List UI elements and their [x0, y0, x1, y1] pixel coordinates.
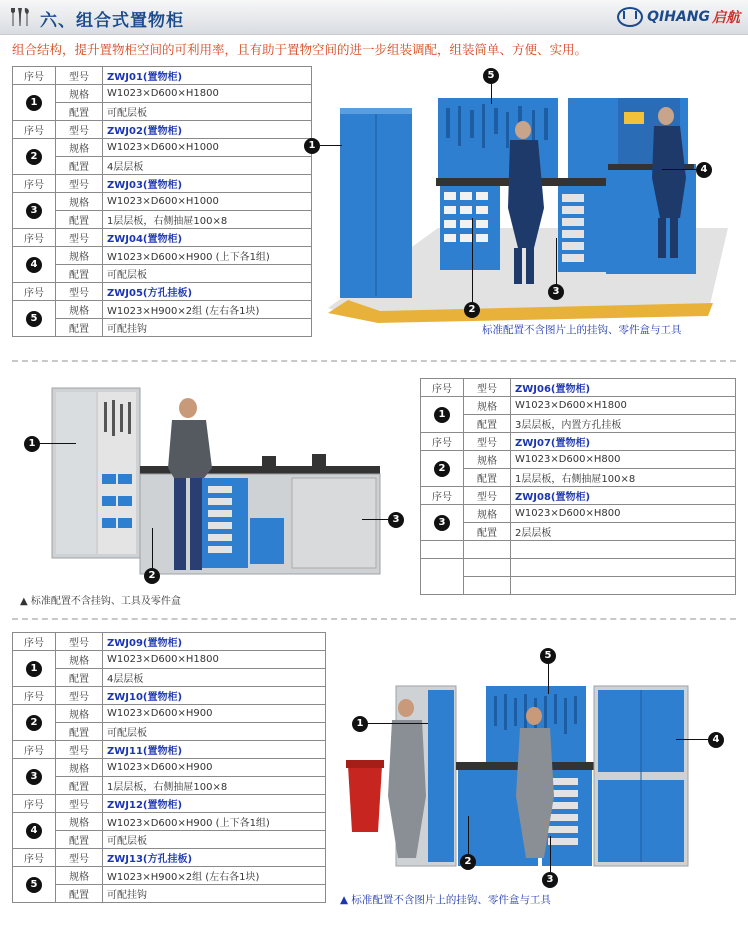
item-number — [13, 759, 56, 795]
model-header: 型号 — [464, 379, 511, 397]
spec-value: W1023×D600×H900 (上下各1组) — [103, 813, 326, 831]
config-row — [13, 777, 326, 795]
callout-2: 2 — [464, 302, 480, 318]
model-row — [13, 741, 326, 759]
model-header: 型号 — [464, 487, 511, 505]
section1-note: 标准配置不含图片上的挂钩、零件盒与工具 — [482, 324, 682, 336]
spec-row — [13, 651, 326, 669]
spec-value: W1023×H900×2组 (左右各1块) — [103, 301, 312, 319]
product-photo-1 — [308, 68, 738, 348]
config-label: 配置 — [56, 831, 103, 849]
config-value: 可配挂钩 — [103, 319, 312, 337]
model-row — [13, 633, 326, 651]
empty-row — [421, 559, 736, 577]
tools-icon — [8, 6, 32, 28]
spec-label: 规格 — [56, 705, 103, 723]
config-row — [13, 319, 312, 337]
spec-label: 规格 — [56, 139, 103, 157]
model-header: 型号 — [56, 283, 103, 301]
config-label: 配置 — [56, 157, 103, 175]
config-value: 3层层板，内置方孔挂板 — [511, 415, 736, 433]
config-row — [13, 669, 326, 687]
seq-header: 序号 — [13, 687, 56, 705]
config-row — [13, 723, 326, 741]
spec-table-3 — [12, 632, 326, 903]
seq-header: 序号 — [13, 283, 56, 301]
spec-label: 规格 — [56, 651, 103, 669]
leader-line — [556, 238, 557, 284]
item-number — [13, 813, 56, 849]
spec-value: W1023×D600×H1000 — [103, 139, 312, 157]
number-badge: 4 — [26, 257, 42, 273]
config-label: 配置 — [56, 211, 103, 229]
config-value: 可配层板 — [103, 723, 326, 741]
model-header: 型号 — [56, 175, 103, 193]
config-value: 2层层板 — [511, 523, 736, 541]
item-number — [421, 397, 464, 433]
seq-header: 序号 — [13, 229, 56, 247]
empty-row — [421, 541, 736, 559]
config-label: 配置 — [56, 319, 103, 337]
number-badge: 3 — [26, 769, 42, 785]
config-value: 4层层板 — [103, 669, 326, 687]
spec-label: 规格 — [56, 247, 103, 265]
spec-value: W1023×D600×H800 — [511, 505, 736, 523]
model-row — [13, 121, 312, 139]
model-name: ZWJ03(置物柜) — [103, 175, 312, 193]
model-header: 型号 — [56, 633, 103, 651]
spec-table-2 — [420, 378, 736, 595]
spec-row — [13, 813, 326, 831]
config-label: 配置 — [464, 415, 511, 433]
spec-row — [13, 193, 312, 211]
config-label: 配置 — [56, 777, 103, 795]
config-value: 可配层板 — [103, 831, 326, 849]
model-header: 型号 — [56, 687, 103, 705]
number-badge: 5 — [26, 877, 42, 893]
config-row — [13, 103, 312, 121]
spec-value: W1023×D600×H800 — [511, 451, 736, 469]
spec-label: 规格 — [56, 85, 103, 103]
config-label: 配置 — [56, 669, 103, 687]
seq-header: 序号 — [421, 379, 464, 397]
spec-label: 规格 — [464, 397, 511, 415]
workshop-illustration-3 — [336, 646, 740, 906]
logo-mark-icon — [617, 7, 643, 27]
model-name: ZWJ13(方孔挂板) — [103, 849, 326, 867]
spec-row — [13, 247, 312, 265]
spec-row — [13, 705, 326, 723]
leader-line — [320, 145, 342, 146]
config-row — [13, 211, 312, 229]
item-number — [13, 651, 56, 687]
config-label: 配置 — [464, 469, 511, 487]
model-header: 型号 — [56, 67, 103, 85]
model-row — [13, 229, 312, 247]
spec-row — [13, 759, 326, 777]
item-number — [13, 247, 56, 283]
callout-1: 1 — [352, 716, 368, 732]
config-row — [421, 469, 736, 487]
spec-label: 规格 — [56, 867, 103, 885]
item-number — [13, 193, 56, 229]
spec-label: 规格 — [464, 451, 511, 469]
item-number — [421, 505, 464, 541]
leader-line — [472, 218, 473, 302]
spec-value: W1023×D600×H1800 — [103, 651, 326, 669]
seq-header: 序号 — [13, 849, 56, 867]
callout-5: 5 — [483, 68, 499, 84]
model-name: ZWJ04(置物柜) — [103, 229, 312, 247]
spec-row — [421, 397, 736, 415]
model-name: ZWJ06(置物柜) — [511, 379, 736, 397]
seq-header: 序号 — [13, 741, 56, 759]
model-name: ZWJ07(置物柜) — [511, 433, 736, 451]
number-badge: 1 — [434, 407, 450, 423]
model-header: 型号 — [464, 433, 511, 451]
model-name: ZWJ10(置物柜) — [103, 687, 326, 705]
model-name: ZWJ01(置物柜) — [103, 67, 312, 85]
spec-row — [13, 139, 312, 157]
config-value: 可配层板 — [103, 103, 312, 121]
config-value: 1层层板，右侧抽屉100×8 — [103, 777, 326, 795]
config-label: 配置 — [56, 265, 103, 283]
divider — [12, 360, 736, 362]
workshop-illustration-2 — [12, 378, 412, 588]
product-photo-2 — [12, 378, 412, 588]
product-photo-3 — [336, 646, 740, 906]
model-row — [13, 687, 326, 705]
seq-header: 序号 — [421, 433, 464, 451]
model-row — [13, 175, 312, 193]
model-header: 型号 — [56, 795, 103, 813]
callout-3: 3 — [542, 872, 558, 888]
spec-value: W1023×D600×H900 — [103, 759, 326, 777]
spec-row — [13, 85, 312, 103]
callout-4: 4 — [708, 732, 724, 748]
number-badge: 3 — [434, 515, 450, 531]
spec-label: 规格 — [56, 193, 103, 211]
model-row — [13, 795, 326, 813]
config-row — [13, 157, 312, 175]
number-badge: 2 — [26, 149, 42, 165]
divider — [12, 618, 736, 620]
seq-header: 序号 — [13, 121, 56, 139]
model-row — [421, 433, 736, 451]
model-header: 型号 — [56, 229, 103, 247]
seq-header: 序号 — [421, 487, 464, 505]
model-name: ZWJ11(置物柜) — [103, 741, 326, 759]
model-name: ZWJ02(置物柜) — [103, 121, 312, 139]
number-badge: 4 — [26, 823, 42, 839]
spec-row — [13, 301, 312, 319]
empty-row — [421, 577, 736, 595]
leader-line — [40, 443, 76, 444]
spec-label: 规格 — [56, 813, 103, 831]
spec-value: W1023×H900×2组 (左右各1块) — [103, 867, 326, 885]
config-value: 1层层板，右侧抽屉100×8 — [511, 469, 736, 487]
config-label: 配置 — [56, 103, 103, 121]
page-title: 六、组合式置物柜 — [40, 11, 184, 31]
model-name: ZWJ08(置物柜) — [511, 487, 736, 505]
config-row — [421, 415, 736, 433]
spec-row — [421, 451, 736, 469]
leader-line — [662, 169, 696, 170]
config-label: 配置 — [464, 523, 511, 541]
model-header: 型号 — [56, 849, 103, 867]
model-row — [13, 283, 312, 301]
model-name: ZWJ12(置物柜) — [103, 795, 326, 813]
config-label: 配置 — [56, 723, 103, 741]
config-row — [13, 265, 312, 283]
number-badge: 2 — [434, 461, 450, 477]
item-number — [13, 139, 56, 175]
leader-line — [550, 836, 551, 872]
spec-value: W1023×D600×H1000 — [103, 193, 312, 211]
logo-text-cn: 启航 — [712, 10, 740, 26]
leader-line — [491, 84, 492, 104]
section3-note: ▲ 标准配置不含图片上的挂钩、零件盒与工具 — [340, 894, 551, 906]
config-value: 1层层板，右侧抽屉100×8 — [103, 211, 312, 229]
workshop-illustration-1 — [318, 68, 738, 348]
leader-line — [548, 664, 549, 694]
item-number — [13, 705, 56, 741]
callout-1: 1 — [24, 436, 40, 452]
seq-header: 序号 — [13, 633, 56, 651]
model-header: 型号 — [56, 121, 103, 139]
brand-logo — [617, 6, 740, 28]
callout-5: 5 — [540, 648, 556, 664]
leader-line — [362, 519, 388, 520]
section2-note: ▲ 标准配置不含挂钩、工具及零件盒 — [20, 596, 181, 607]
spec-label: 规格 — [56, 301, 103, 319]
number-badge: 1 — [26, 95, 42, 111]
spec-value: W1023×D600×H1800 — [511, 397, 736, 415]
leader-line — [676, 739, 708, 740]
model-name: ZWJ09(置物柜) — [103, 633, 326, 651]
page-header — [0, 0, 748, 35]
callout-2: 2 — [144, 568, 160, 584]
spec-row — [13, 867, 326, 885]
item-number — [13, 867, 56, 903]
leader-line — [368, 723, 428, 724]
leader-line — [152, 528, 153, 568]
spec-label: 规格 — [56, 759, 103, 777]
seq-header: 序号 — [13, 175, 56, 193]
intro-text: 组合结构，提升置物柜空间的可利用率，且有助于置物空间的进一步组装调配，组装简单、方便、实用。 — [12, 42, 588, 57]
spec-value: W1023×D600×H900 (上下各1组) — [103, 247, 312, 265]
seq-header: 序号 — [13, 795, 56, 813]
spec-label: 规格 — [464, 505, 511, 523]
spec-row — [421, 505, 736, 523]
number-badge: 5 — [26, 311, 42, 327]
config-value: 4层层板 — [103, 157, 312, 175]
model-name: ZWJ05(方孔挂板) — [103, 283, 312, 301]
spec-value: W1023×D600×H1800 — [103, 85, 312, 103]
item-number — [421, 451, 464, 487]
logo-text: QIHANG — [647, 9, 710, 25]
number-badge: 3 — [26, 203, 42, 219]
callout-4: 4 — [696, 162, 712, 178]
config-label: 配置 — [56, 885, 103, 903]
item-number — [13, 85, 56, 121]
callout-2: 2 — [460, 854, 476, 870]
callout-1: 1 — [304, 138, 320, 154]
model-row — [13, 67, 312, 85]
config-value: 可配层板 — [103, 265, 312, 283]
number-badge: 1 — [26, 661, 42, 677]
callout-3: 3 — [548, 284, 564, 300]
number-badge: 2 — [26, 715, 42, 731]
config-value: 可配挂钩 — [103, 885, 326, 903]
item-number — [13, 301, 56, 337]
spec-table-1 — [12, 66, 312, 337]
model-row — [421, 487, 736, 505]
config-row — [13, 831, 326, 849]
config-row — [13, 885, 326, 903]
leader-line — [468, 816, 469, 854]
config-row — [421, 523, 736, 541]
model-header: 型号 — [56, 741, 103, 759]
model-row — [421, 379, 736, 397]
model-row — [13, 849, 326, 867]
callout-3: 3 — [388, 512, 404, 528]
seq-header: 序号 — [13, 67, 56, 85]
spec-value: W1023×D600×H900 — [103, 705, 326, 723]
